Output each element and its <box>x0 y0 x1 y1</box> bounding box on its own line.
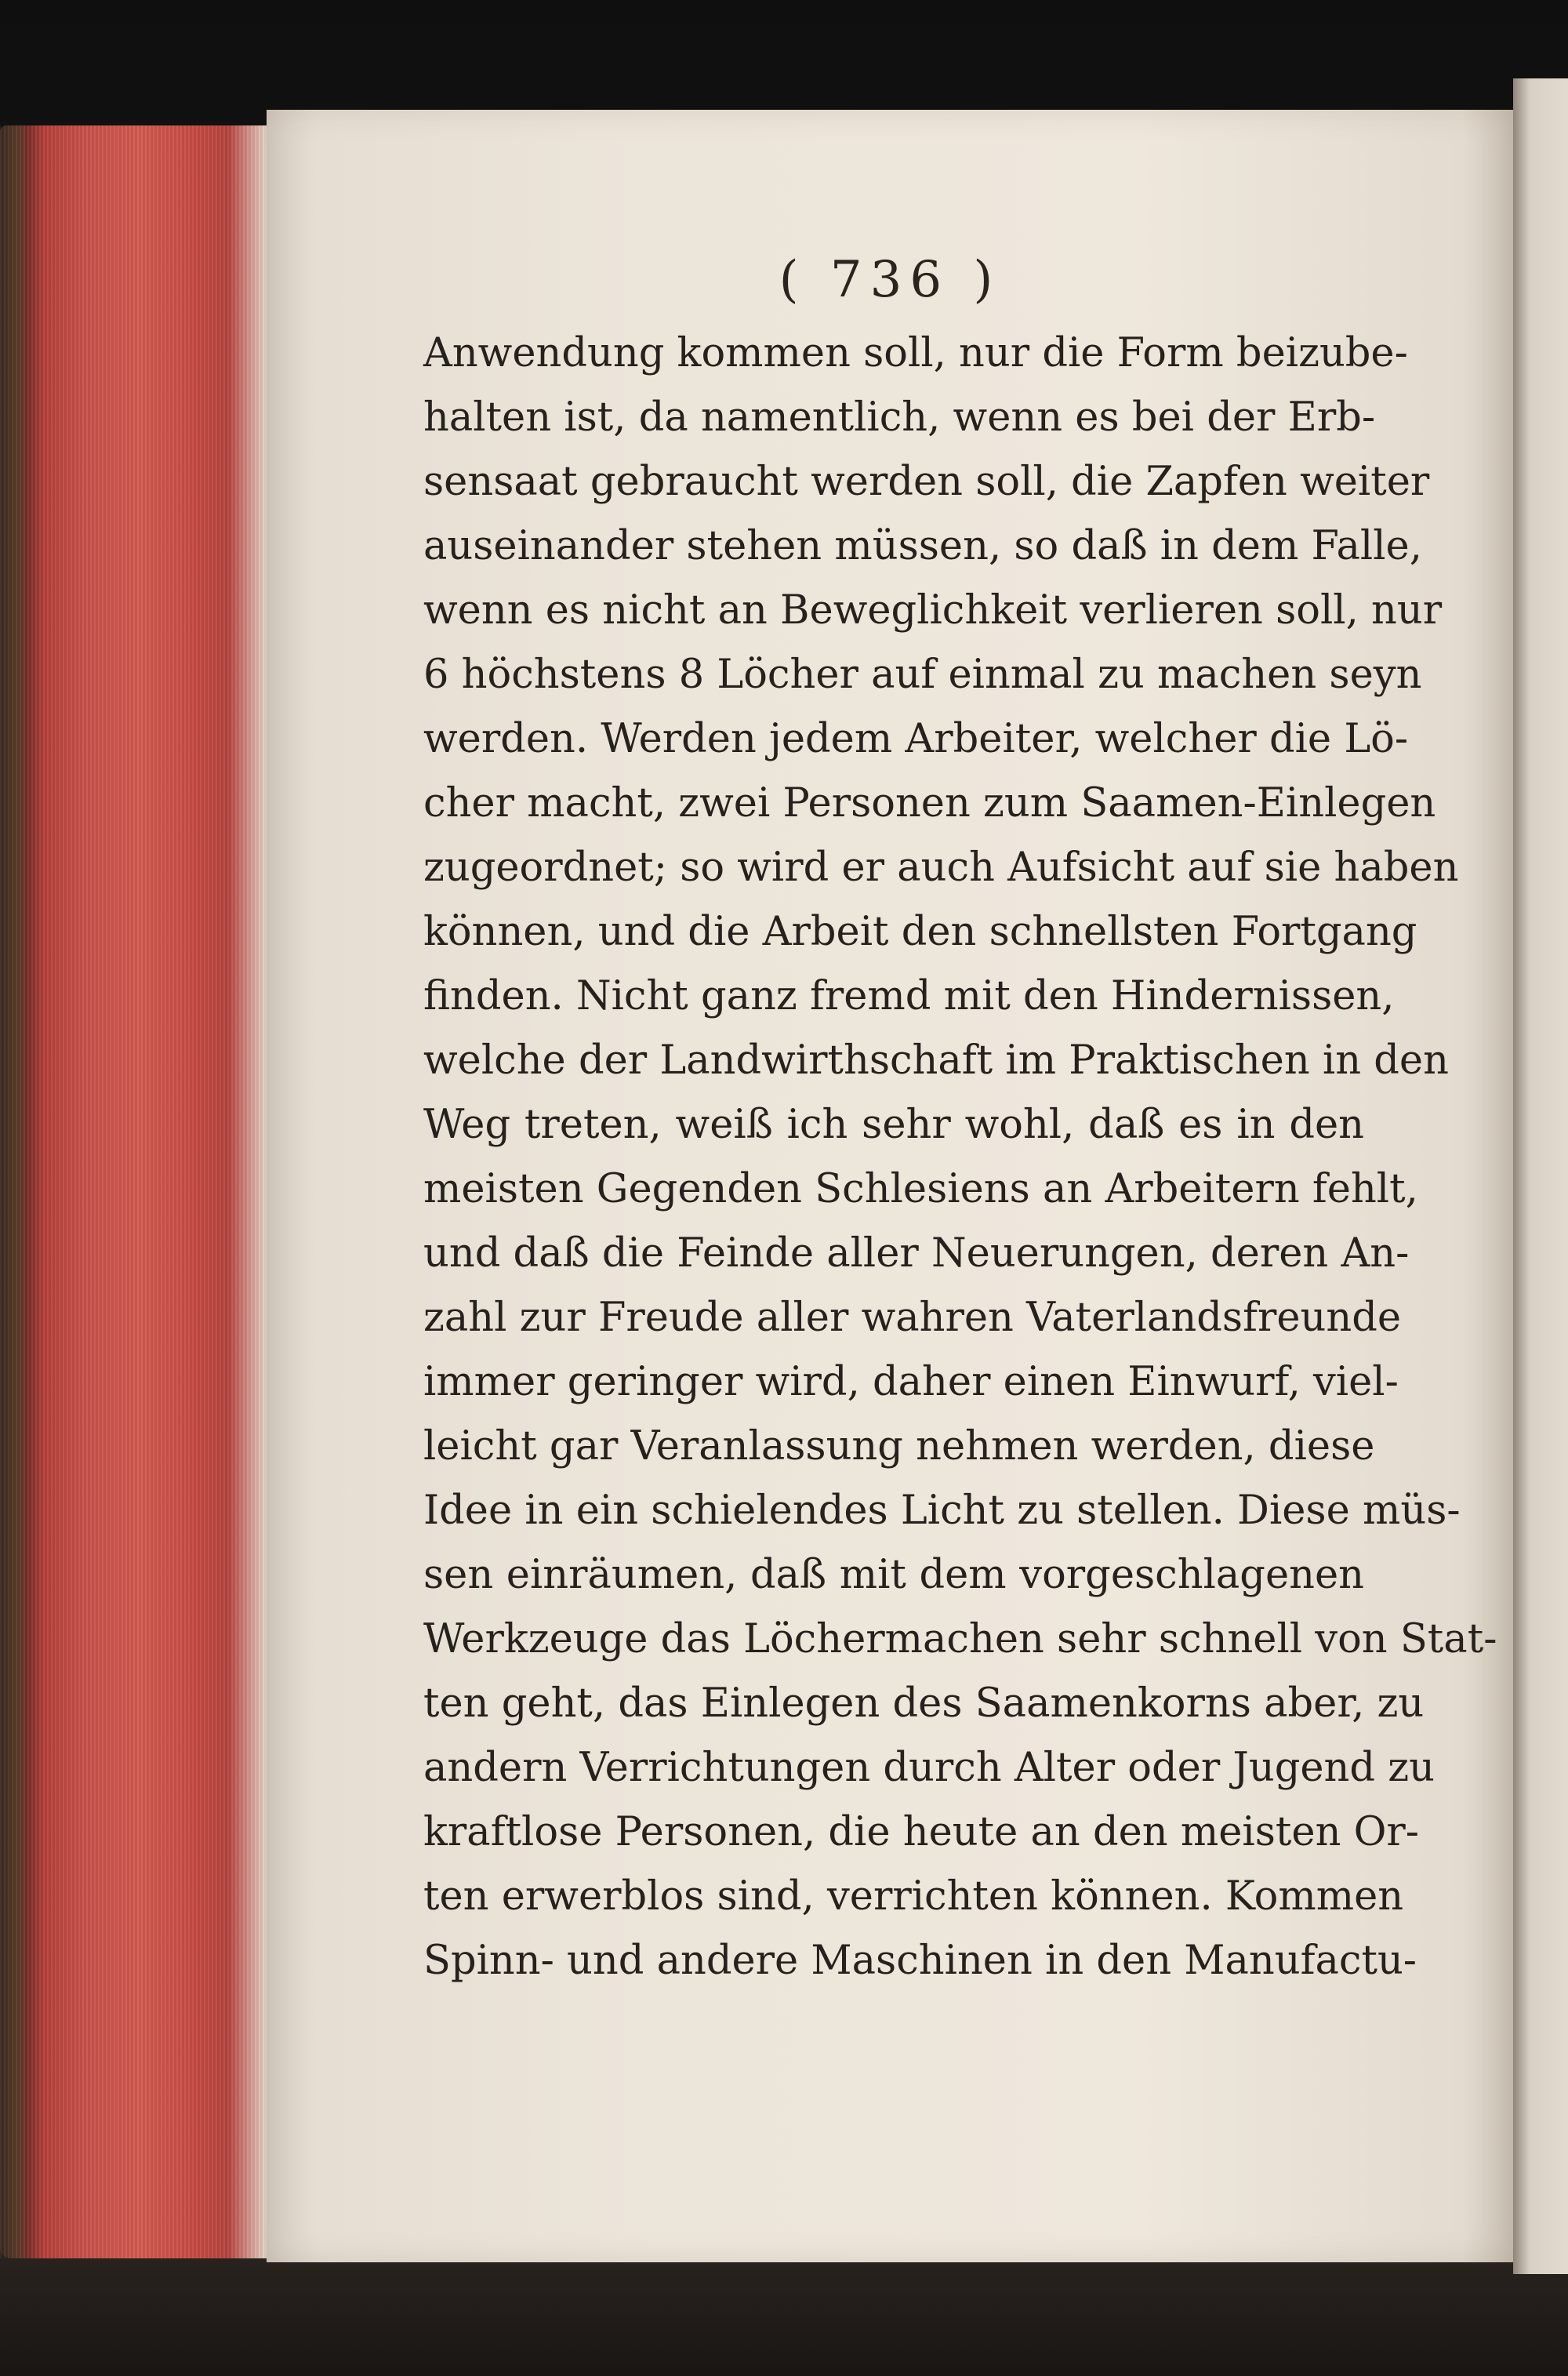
text-line: sen einräumen, daß mit dem vorgeschlagenen <box>423 1552 1364 1598</box>
text-line: leicht gar Veranlassung nehmen werden, diese <box>423 1423 1375 1470</box>
text-line: wenn es nicht an Beweglichkeit verlieren soll, nur <box>423 587 1443 634</box>
text-line: und daß die Feinde aller Neuerungen, deren An- <box>423 1230 1410 1277</box>
text-line: zugeordnet; so wird er auch Aufsicht auf sie haben <box>423 845 1459 891</box>
text-line: ten erwerblos sind, verrichten können. Kommen <box>423 1873 1404 1920</box>
body-text <box>423 322 1497 1993</box>
text-line: welche der Landwirthschaft im Praktischen in den <box>423 1037 1449 1084</box>
text-line: Anwendung kommen soll, nur die Form beizube- <box>423 330 1408 376</box>
text-line: ten geht, das Einlegen des Saamenkorns aber, zu <box>423 1680 1425 1727</box>
book-cover-edge <box>0 2243 1568 2376</box>
text-line: Spinn- und andere Maschinen in den Manufactu- <box>423 1938 1417 1984</box>
text-line: Weg treten, weiß ich sehr wohl, daß es in den <box>423 1102 1364 1148</box>
text-line: Idee in ein schielendes Licht zu stellen. Diese müs- <box>423 1488 1461 1534</box>
text-line: werden. Werden jedem Arbeiter, welcher die Lö- <box>423 716 1409 762</box>
page-number: ( 736 ) <box>779 251 1001 309</box>
text-line: halten ist, da namentlich, wenn es bei der Erb- <box>423 394 1376 441</box>
text-line: kraftlose Personen, die heute an den meisten Or- <box>423 1809 1420 1855</box>
book-page <box>267 110 1513 2262</box>
facing-page-edge <box>1513 78 1568 2274</box>
text-line: 6 höchstens 8 Löcher auf einmal zu machen seyn <box>423 652 1422 698</box>
text-line: meisten Gegenden Schlesiens an Arbeitern fehlt, <box>423 1166 1418 1212</box>
text-line: auseinander stehen müssen, so daß in dem Falle, <box>423 523 1422 569</box>
text-line: sensaat gebraucht werden soll, die Zapfen weiter <box>423 459 1430 505</box>
text-line: Werkzeuge das Löchermachen sehr schnell von Stat- <box>423 1616 1497 1662</box>
text-line: finden. Nicht ganz fremd mit den Hindernissen, <box>423 973 1395 1019</box>
text-line: andern Verrichtungen durch Alter oder Jugend zu <box>423 1745 1435 1791</box>
book-page-edges <box>0 125 278 2258</box>
text-line: können, und die Arbeit den schnellsten Fortgang <box>423 909 1417 955</box>
text-line: immer geringer wird, daher einen Einwurf, viel- <box>423 1359 1399 1405</box>
text-line: zahl zur Freude aller wahren Vaterlandsfreunde <box>423 1295 1402 1341</box>
text-line: cher macht, zwei Personen zum Saamen-Einlegen <box>423 780 1436 827</box>
